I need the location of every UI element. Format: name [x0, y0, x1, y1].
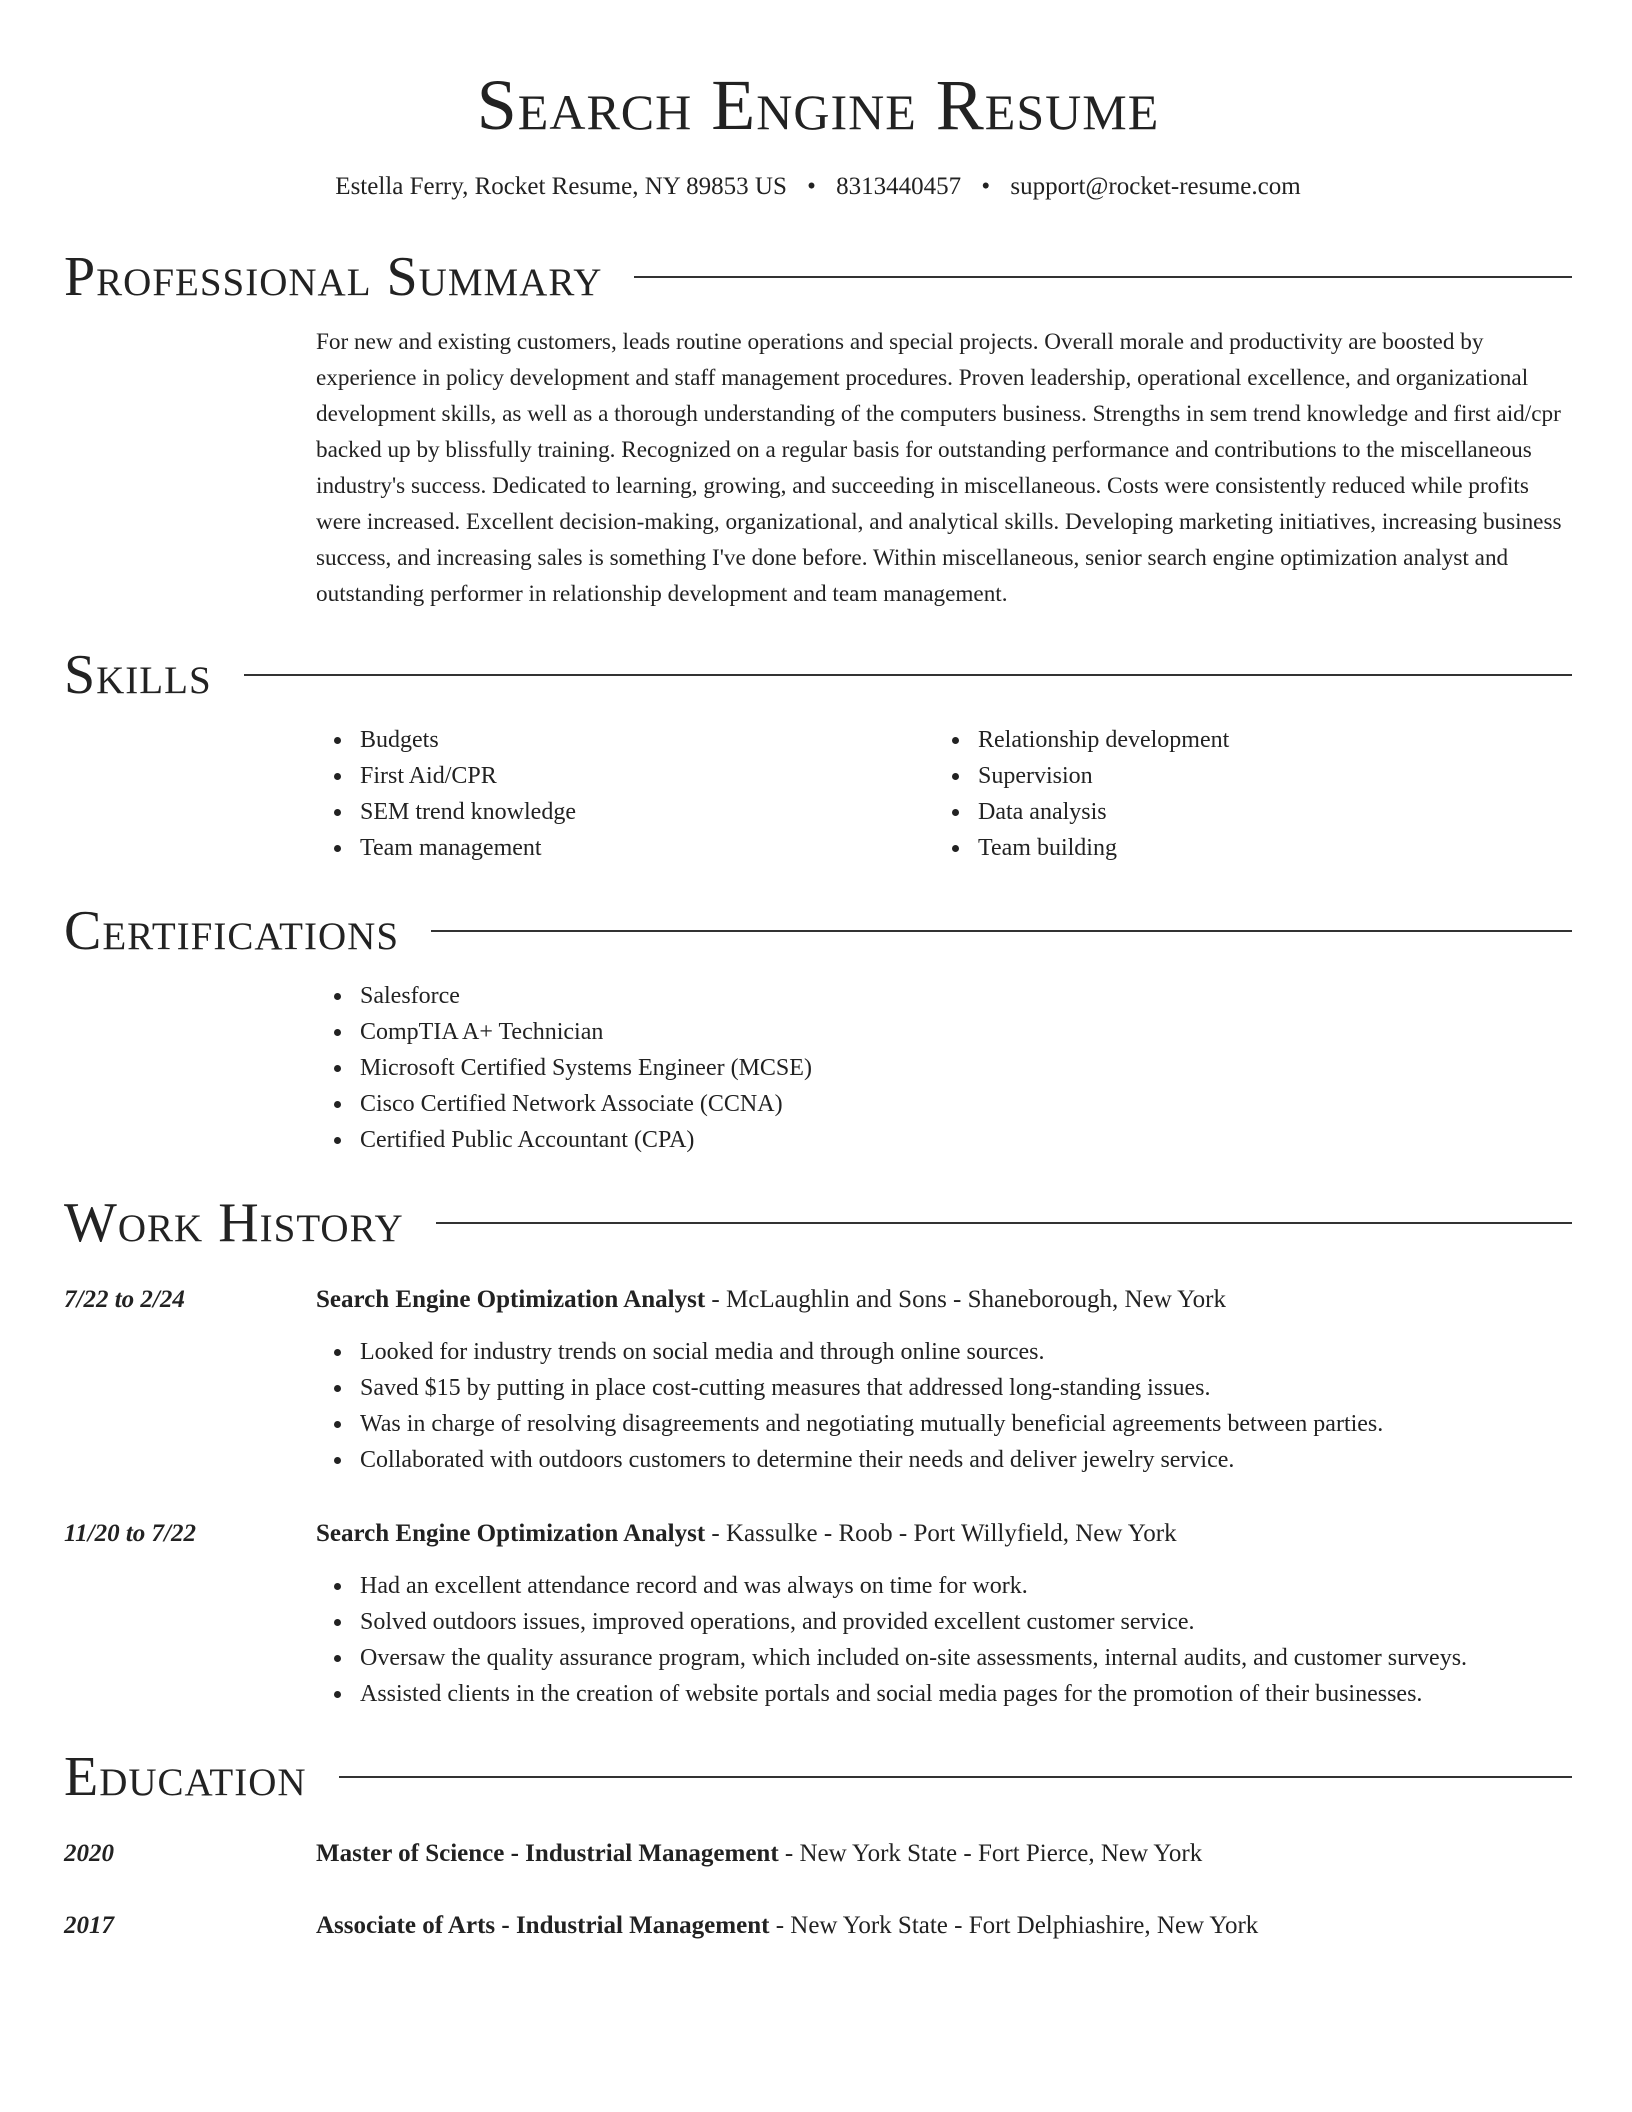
- skills-section-header: [64, 640, 1572, 710]
- job-role: [316, 1516, 1177, 1552]
- work-section-header: [64, 1188, 1572, 1258]
- list-item: Oversaw the quality assurance program, which included on-site assessments, internal audits, and customer surveys.: [316, 1640, 1572, 1676]
- list-item: Microsoft Certified Systems Engineer (MCSE): [316, 1050, 1572, 1086]
- resume-page: [64, 0, 1572, 1944]
- list-item: Cisco Certified Network Associate (CCNA): [316, 1086, 1572, 1122]
- job-header: [64, 1282, 1572, 1318]
- list-item: Supervision: [934, 758, 1552, 794]
- job-bullets: [316, 1568, 1572, 1712]
- section-divider: [244, 674, 1572, 676]
- list-item: Team building: [934, 830, 1552, 866]
- skills-column-left: [316, 722, 934, 866]
- list-item: Data analysis: [934, 794, 1552, 830]
- certifications-list: [316, 978, 1572, 1158]
- list-item: Budgets: [316, 722, 934, 758]
- summary-section-header: [64, 242, 1572, 312]
- education-entry: [64, 1908, 1572, 1944]
- skills-list: [316, 722, 1572, 866]
- resume-title: Search Engine Resume: [476, 65, 1160, 145]
- contact-separator: •: [981, 173, 991, 200]
- list-item: First Aid/CPR: [316, 758, 934, 794]
- list-item: Salesforce: [316, 978, 1572, 1014]
- education-degree: Associate of Arts - Industrial Management: [316, 1912, 770, 1939]
- work-heading: Work History: [64, 1192, 404, 1254]
- section-divider: [436, 1222, 1572, 1224]
- contact-email: support@rocket-resume.com: [1010, 173, 1301, 200]
- education-degree-line: [316, 1836, 1202, 1872]
- list-item: Collaborated with outdoors customers to determine their needs and deliver jewelry service.: [316, 1442, 1572, 1478]
- education-year: 2017: [64, 1912, 114, 1939]
- list-item: SEM trend knowledge: [316, 794, 934, 830]
- skills-heading: Skills: [64, 644, 212, 706]
- education-degree-line: [316, 1908, 1258, 1944]
- contact-phone: 8313440457: [836, 173, 962, 200]
- education-details: - New York State - Fort Delphiashire, New York: [769, 1912, 1259, 1939]
- job-dates: 7/22 to 2/24: [64, 1286, 185, 1313]
- job-entry: [64, 1282, 1572, 1478]
- certifications-heading: Certifications: [64, 900, 400, 962]
- education-section-header: [64, 1742, 1572, 1812]
- job-entry: [64, 1516, 1572, 1712]
- certifications-section-header: [64, 896, 1572, 966]
- section-divider: [339, 1776, 1572, 1778]
- job-title: Search Engine Optimization Analyst: [316, 1520, 706, 1547]
- list-item: Looked for industry trends on social media and through online sources.: [316, 1334, 1572, 1370]
- job-details: - Kassulke - Roob - Port Willyfield, New York: [705, 1520, 1177, 1547]
- skills-column-right: [934, 722, 1552, 866]
- contact-separator: •: [807, 173, 816, 200]
- list-item: CompTIA A+ Technician: [316, 1014, 1572, 1050]
- education-entry: [64, 1836, 1572, 1872]
- education-degree: Master of Science - Industrial Management: [316, 1840, 779, 1867]
- list-item: Assisted clients in the creation of website portals and social media pages for the promotion of their businesses.: [316, 1676, 1572, 1712]
- list-item: Solved outdoors issues, improved operations, and provided excellent customer service.: [316, 1604, 1572, 1640]
- section-divider: [634, 276, 1572, 278]
- list-item: Certified Public Accountant (CPA): [316, 1122, 1572, 1158]
- list-item: Was in charge of resolving disagreements and negotiating mutually beneficial agreements between parties.: [316, 1406, 1572, 1442]
- job-header: [64, 1516, 1572, 1552]
- summary-text: For new and existing customers, leads routine operations and special projects. Overall morale and productivity are boosted by experience in policy development and staff management procedures. Proven leadership, operational excellence, and organizational development skills, as well as a thorough understanding of the computers business. Strengths in sem trend knowledge and first aid/cpr backed up by blissfully training. Recognized on a regular basis for outstanding performance and contributions to the miscellaneous industry's success. Dedicated to learning, growing, and succeeding in miscellaneous. Costs were consistently reduced while profits were increased. Excellent decision-making, organizational, and analytical skills. Developing marketing initiatives, increasing business success, and increasing sales is something I've done before. Within miscellaneous, senior search engine optimization analyst and outstanding performer in relationship development and team management.: [316, 329, 1562, 607]
- education-year: 2020: [64, 1840, 114, 1867]
- job-dates: 11/20 to 7/22: [64, 1520, 196, 1547]
- contact-address: Estella Ferry, Rocket Resume, NY 89853 US: [335, 173, 787, 200]
- list-item: Team management: [316, 830, 934, 866]
- job-title: Search Engine Optimization Analyst: [316, 1286, 706, 1313]
- job-bullets: [316, 1334, 1572, 1478]
- list-item: Saved $15 by putting in place cost-cutting measures that addressed long-standing issues.: [316, 1370, 1572, 1406]
- job-details: - McLaughlin and Sons - Shaneborough, New York: [705, 1286, 1226, 1313]
- summary-heading: Professional Summary: [64, 246, 603, 308]
- section-divider: [431, 930, 1572, 932]
- contact-line: [64, 170, 1572, 204]
- list-item: Had an excellent attendance record and was always on time for work.: [316, 1568, 1572, 1604]
- education-heading: Education: [64, 1746, 307, 1808]
- list-item: Relationship development: [934, 722, 1552, 758]
- job-role: [316, 1282, 1226, 1318]
- education-details: - New York State - Fort Pierce, New York: [778, 1840, 1203, 1867]
